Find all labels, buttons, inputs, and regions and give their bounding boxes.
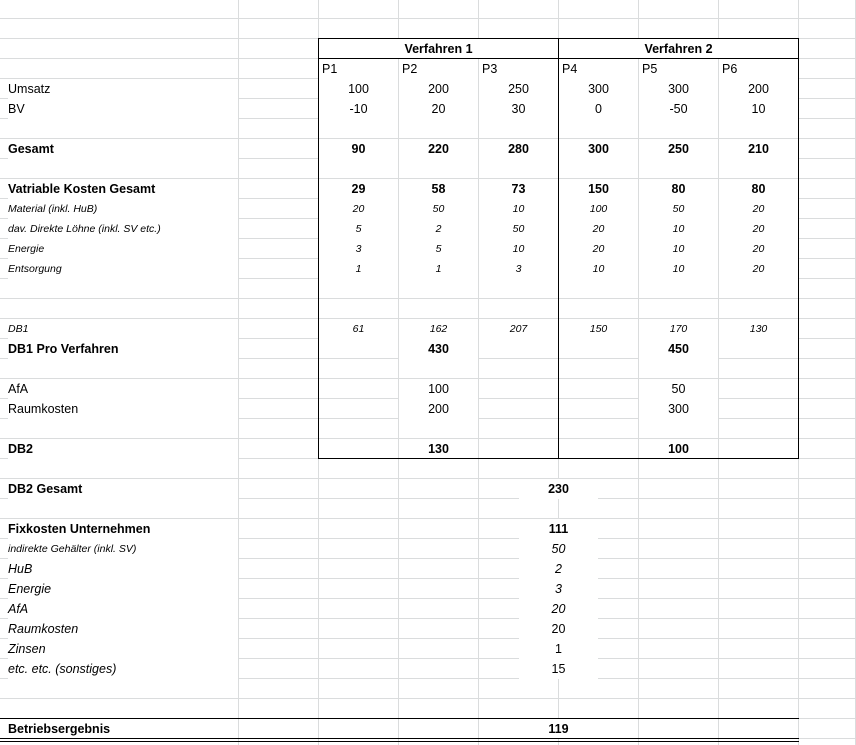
value-bv-p3[interactable]: 30 <box>479 99 558 119</box>
result-top-border <box>0 718 799 719</box>
summary-value-raumkosten[interactable]: 20 <box>519 619 598 639</box>
summary-value-fixkosten[interactable]: 111 <box>519 519 598 539</box>
value-bv-p4[interactable]: 0 <box>559 99 638 119</box>
value-loehne-p5[interactable]: 10 <box>639 219 718 239</box>
value-entsorgung-p1[interactable]: 1 <box>319 259 398 279</box>
header-product[interactable]: P6 <box>719 59 798 79</box>
header-product[interactable]: P4 <box>559 59 638 79</box>
summary-value-sonstiges[interactable]: 15 <box>519 659 598 679</box>
value-energie-p2[interactable]: 5 <box>399 239 478 259</box>
value-loehne-p2[interactable]: 2 <box>399 219 478 239</box>
value-db1-p2[interactable]: 162 <box>399 319 478 339</box>
value-energie-p1[interactable]: 3 <box>319 239 398 259</box>
value-material-p1[interactable]: 20 <box>319 199 398 219</box>
value-db1-p4[interactable]: 150 <box>559 319 638 339</box>
value-raumkosten-v2[interactable]: 300 <box>639 399 718 419</box>
summary-value-hub[interactable]: 2 <box>519 559 598 579</box>
value-umsatz-p4[interactable]: 300 <box>559 79 638 99</box>
value-material-p3[interactable]: 10 <box>479 199 558 219</box>
result-double-border-2 <box>0 741 799 742</box>
value-db1-p5[interactable]: 170 <box>639 319 718 339</box>
row-label-afa[interactable]: AfA <box>8 379 238 399</box>
summary-value-afa[interactable]: 20 <box>519 599 598 619</box>
value-material-p4[interactable]: 100 <box>559 199 638 219</box>
header-verfahren-2[interactable]: Verfahren 2 <box>559 39 798 59</box>
summary-label-raumkosten[interactable]: Raumkosten <box>8 619 238 639</box>
summary-value-db2_gesamt[interactable]: 230 <box>519 479 598 499</box>
value-energie-p4[interactable]: 20 <box>559 239 638 259</box>
value-vk_gesamt-p2[interactable]: 58 <box>399 179 478 199</box>
row-label-energie[interactable]: Energie <box>8 239 238 259</box>
summary-label-fixkosten[interactable]: Fixkosten Unternehmen <box>8 519 238 539</box>
value-afa-v1[interactable]: 100 <box>399 379 478 399</box>
summary-value-zinsen[interactable]: 1 <box>519 639 598 659</box>
value-entsorgung-p6[interactable]: 20 <box>719 259 798 279</box>
value-gesamt-p6[interactable]: 210 <box>719 139 798 159</box>
value-energie-p3[interactable]: 10 <box>479 239 558 259</box>
value-entsorgung-p5[interactable]: 10 <box>639 259 718 279</box>
value-bv-p2[interactable]: 20 <box>399 99 478 119</box>
value-afa-v2[interactable]: 50 <box>639 379 718 399</box>
value-vk_gesamt-p5[interactable]: 80 <box>639 179 718 199</box>
row-label-db2[interactable]: DB2 <box>8 439 238 459</box>
value-energie-p5[interactable]: 10 <box>639 239 718 259</box>
row-label-umsatz[interactable]: Umsatz <box>8 79 238 99</box>
value-energie-p6[interactable]: 20 <box>719 239 798 259</box>
value-db2-v1[interactable]: 130 <box>399 439 478 459</box>
row-label-gesamt[interactable]: Gesamt <box>8 139 238 159</box>
value-umsatz-p6[interactable]: 200 <box>719 79 798 99</box>
value-gesamt-p2[interactable]: 220 <box>399 139 478 159</box>
summary-value-indirekte[interactable]: 50 <box>519 539 598 559</box>
value-gesamt-p5[interactable]: 250 <box>639 139 718 159</box>
row-label-raumkosten[interactable]: Raumkosten <box>8 399 238 419</box>
row-gridline <box>0 18 856 19</box>
value-bv-p1[interactable]: -10 <box>319 99 398 119</box>
value-vk_gesamt-p1[interactable]: 29 <box>319 179 398 199</box>
row-label-bv[interactable]: BV <box>8 99 238 119</box>
value-entsorgung-p2[interactable]: 1 <box>399 259 478 279</box>
value-umsatz-p2[interactable]: 200 <box>399 79 478 99</box>
column-gridline <box>798 0 799 745</box>
summary-label-energie[interactable]: Energie <box>8 579 238 599</box>
value-db1_pro-v2[interactable]: 450 <box>639 339 718 359</box>
value-loehne-p3[interactable]: 50 <box>479 219 558 239</box>
value-raumkosten-v1[interactable]: 200 <box>399 399 478 419</box>
header-divider <box>318 58 799 59</box>
value-vk_gesamt-p4[interactable]: 150 <box>559 179 638 199</box>
value-bv-p6[interactable]: 10 <box>719 99 798 119</box>
value-entsorgung-p4[interactable]: 10 <box>559 259 638 279</box>
value-db1-p3[interactable]: 207 <box>479 319 558 339</box>
summary-label-afa[interactable]: AfA <box>8 599 238 619</box>
value-db1_pro-v1[interactable]: 430 <box>399 339 478 359</box>
row-label-loehne[interactable]: dav. Direkte Löhne (inkl. SV etc.) <box>8 219 238 239</box>
value-db2-v2[interactable]: 100 <box>639 439 718 459</box>
summary-label-betriebsergebnis[interactable]: Betriebsergebnis <box>8 719 238 739</box>
value-material-p6[interactable]: 20 <box>719 199 798 219</box>
value-vk_gesamt-p6[interactable]: 80 <box>719 179 798 199</box>
value-gesamt-p1[interactable]: 90 <box>319 139 398 159</box>
value-gesamt-p4[interactable]: 300 <box>559 139 638 159</box>
value-material-p2[interactable]: 50 <box>399 199 478 219</box>
summary-label-indirekte[interactable]: indirekte Gehälter (inkl. SV) <box>8 539 238 559</box>
value-vk_gesamt-p3[interactable]: 73 <box>479 179 558 199</box>
column-gridline <box>238 0 239 745</box>
row-label-db1[interactable]: DB1 <box>8 319 238 339</box>
value-umsatz-p1[interactable]: 100 <box>319 79 398 99</box>
value-bv-p5[interactable]: -50 <box>639 99 718 119</box>
value-db1-p6[interactable]: 130 <box>719 319 798 339</box>
value-entsorgung-p3[interactable]: 3 <box>479 259 558 279</box>
row-gridline <box>0 298 856 299</box>
header-product[interactable]: P3 <box>479 59 558 79</box>
value-gesamt-p3[interactable]: 280 <box>479 139 558 159</box>
row-gridline <box>0 698 856 699</box>
value-material-p5[interactable]: 50 <box>639 199 718 219</box>
value-loehne-p6[interactable]: 20 <box>719 219 798 239</box>
result-double-border-1 <box>0 738 799 739</box>
value-db1-p1[interactable]: 61 <box>319 319 398 339</box>
row-label-material[interactable]: Material (inkl. HuB) <box>8 199 238 219</box>
header-product[interactable]: P5 <box>639 59 718 79</box>
row-label-db1_pro[interactable]: DB1 Pro Verfahren <box>8 339 238 359</box>
value-loehne-p4[interactable]: 20 <box>559 219 638 239</box>
row-label-entsorgung[interactable]: Entsorgung <box>8 259 238 279</box>
value-umsatz-p5[interactable]: 300 <box>639 79 718 99</box>
summary-label-sonstiges[interactable]: etc. etc. (sonstiges) <box>8 659 238 679</box>
summary-label-db2_gesamt[interactable]: DB2 Gesamt <box>8 479 238 499</box>
row-label-vk_gesamt[interactable]: Vatriable Kosten Gesamt <box>8 179 238 199</box>
header-verfahren-1[interactable]: Verfahren 1 <box>319 39 558 59</box>
header-product[interactable]: P1 <box>319 59 398 79</box>
header-product[interactable]: P2 <box>399 59 478 79</box>
summary-value-energie[interactable]: 3 <box>519 579 598 599</box>
summary-label-zinsen[interactable]: Zinsen <box>8 639 238 659</box>
summary-label-hub[interactable]: HuB <box>8 559 238 579</box>
value-loehne-p1[interactable]: 5 <box>319 219 398 239</box>
value-umsatz-p3[interactable]: 250 <box>479 79 558 99</box>
summary-value-betriebsergebnis[interactable]: 119 <box>519 719 598 739</box>
